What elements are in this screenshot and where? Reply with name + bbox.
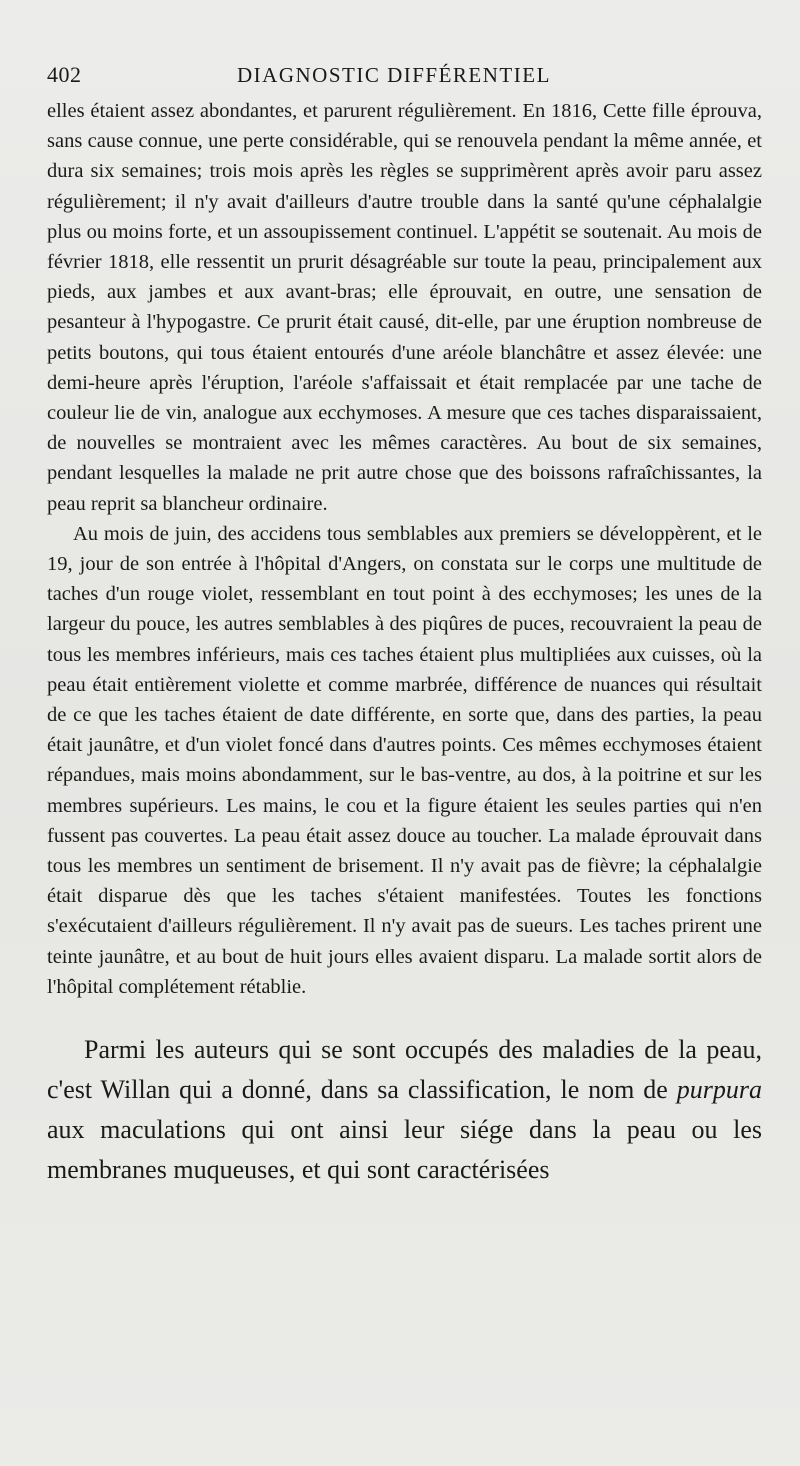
page-number: 402 — [47, 62, 82, 87]
paragraph-willan-purpura — [47, 1030, 762, 1190]
discussion-text — [47, 1030, 762, 1190]
case-report-text — [47, 96, 762, 1002]
paragraph-willan-text-start: Parmi les auteurs qui se sont occupés des maladies de la peau, c'est Willan qui a donné, dans sa classification, le nom de — [47, 1035, 762, 1105]
paragraph-willan-text-end: aux maculations qui ont ainsi leur siége dans la peau ou les membranes muqueuses, et qui sont caractérisées — [47, 1115, 762, 1185]
paragraph-case-history: elles étaient assez abondantes, et parurent régulièrement. En 1816, Cette fille éprouva, sans cause connue, une perte considérable, qui se renouvela pendant la même année, et dura six semaines; trois mois après les règles se supprimèrent après avoir paru assez régulièrement; il n'y avait d'ailleurs d'autre trouble dans la santé qu'une céphalalgie plus ou moins forte, et un assoupissement continuel. L'appétit se soutenait. Au mois de février 1818, elle ressentit un prurit désagréable sur toute la peau, principalement aux pieds, aux jambes et aux avant-bras; elle éprouvait, en outre, une sensation de pesanteur à l'hypogastre. Ce prurit était causé, dit-elle, par une éruption nombreuse de petits boutons, qui tous étaient entourés d'une aréole blanchâtre et assez élevée: une demi-heure après l'éruption, l'aréole s'affaissait et était remplacée par une tache de couleur lie de vin, analogue aux ecchymoses. A mesure que ces taches disparaissaient, de nouvelles se montraient avec les mêmes caractères. Au bout de six semaines, pendant lesquelles la malade ne prit autre chose que des boissons rafraîchissantes, la peau reprit sa blancheur ordinaire. — [47, 100, 762, 515]
paragraph-hospital-admission: Au mois de juin, des accidens tous semblables aux premiers se développèrent, et le 19, jour de son entrée à l'hôpital d'Angers, on constata sur le corps une multitude de taches d'un rouge violet, ressemblant en tout point à des ecchymoses; les unes de la largeur du pouce, les autres semblables à des piqûres de puces, recouvraient la peau de tous les membres inférieurs, mais ces taches étaient plus multipliées aux cuisses, où la peau était entièrement violette et comme marbrée, différence de nuances qui résultait de ce que les taches étaient de date différente, en sorte que, dans des parties, la peau était jaunâtre, et d'un violet foncé dans d'autres points. Ces mêmes ecchymoses étaient répandues, mais moins abondamment, sur le bas-ventre, au dos, à la poitrine et sur les membres supérieurs. Les mains, le cou et la figure étaient les seules parties qui n'en fussent pas couvertes. La peau était assez douce au toucher. La malade éprouvait dans tous les membres un sentiment de brisement. Il n'y avait pas de fièvre; la céphalalgie était disparue dès que les taches s'étaient manifestées. Toutes les fonctions s'exécutaient d'ailleurs régulièrement. Il n'y avait pas de sueurs. Les taches prirent une teinte jaunâtre, et au bout de huit jours elles avaient disparu. La malade sortit alors de l'hôpital complétement rétablie. — [47, 522, 762, 998]
running-head — [47, 62, 762, 90]
purpura-term: purpura — [676, 1075, 762, 1105]
running-title: DIAGNOSTIC DIFFÉRENTIEL — [237, 63, 551, 87]
